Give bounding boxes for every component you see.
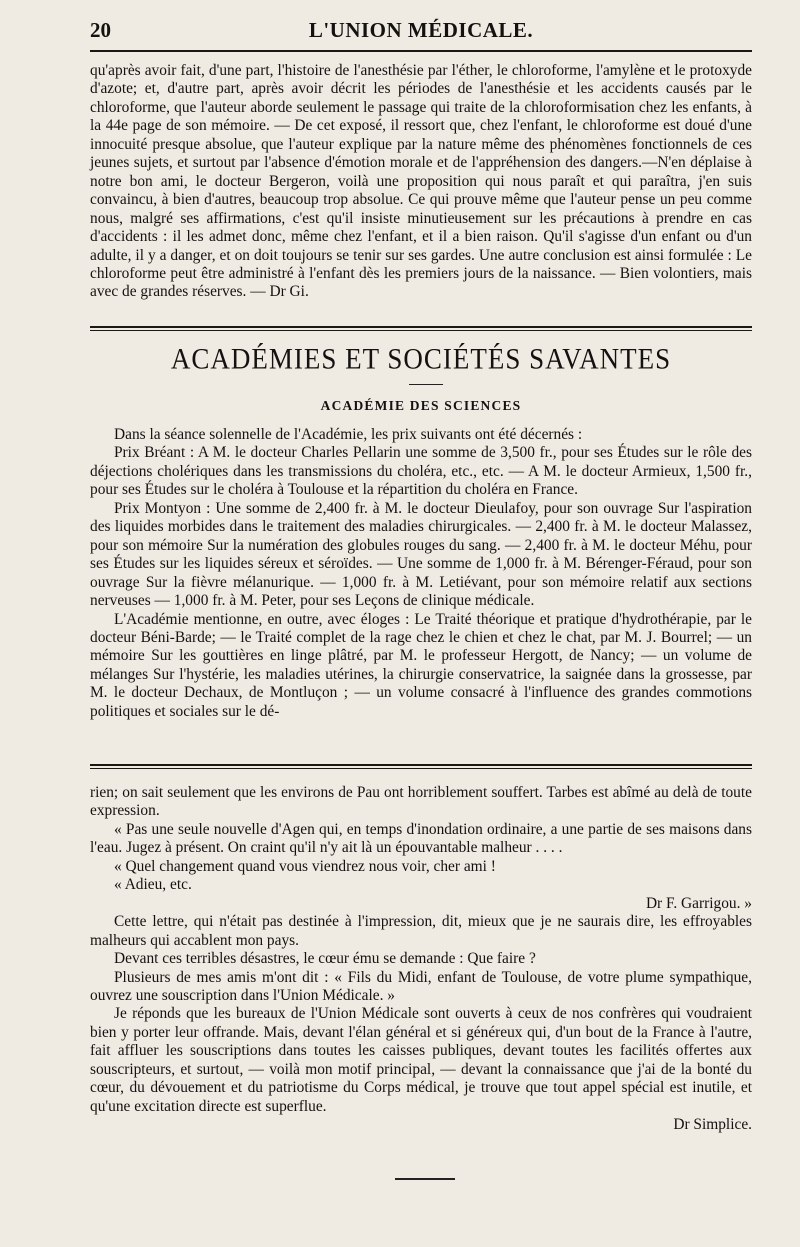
page-header	[90, 18, 752, 46]
letter-paragraph-1: rien; on sait seulement que les environs de Pau ont horriblement souffert. Tarbes est abîmé au delà de toute expression.	[90, 784, 752, 820]
review-paragraph: qu'après avoir fait, d'une part, l'histoire de l'anesthésie par l'éther, le chloroforme, l'amylène et le protoxyde d'azote; et, d'autre part, après avoir décrit les périodes de l'anesthésie et les accidents causés par le chloroforme, que l'auteur aborde seulement le passage qui traite de la chloroformisation chez les enfants, à la 44e page de son mémoire. — De cet exposé, il ressort que, chez l'enfant, le chloroforme est doué d'une innocuité presque absolue, que l'auteur explique par la nature même des phénomènes fonctionnels de ces jeunes sujets, et surtout par l'absence d'émotion morale et de l'appréhension des dangers.—N'en déplaise à notre bon ami, le docteur Bergeron, voilà une proposition qui nous paraît et qui paraîtra, j'en suis convaincu, à bien d'autres, beaucoup trop absolue. Ce qui prouve même que l'auteur pense un peu comme nous, malgré ses affirmations, c'est qu'il insiste minutieusement sur les précautions à prendre en cas d'accidents : il les admet donc, même chez l'enfant, et il a bien raison. Qu'il s'agisse d'un enfant ou d'un adulte, il y a danger, et on doit toujours se tenir sur ses gardes. Une autre conclusion est ainsi formulée : Le chloroforme peut être administré à l'enfant dès les premiers jours de la naissance. — Bien volontiers, mais avec de grandes réserves. — Dr Gi.	[90, 62, 752, 301]
commentary-1: Cette lettre, qui n'était pas destinée à l'impression, dit, mieux que je ne saurais dire, les effroyables malheurs qui accablent mon pays.	[90, 913, 752, 949]
letter-paragraph-2: « Pas une seule nouvelle d'Agen qui, en temps d'inondation ordinaire, a une partie de ses maisons dans l'eau. Jugez à présent. On craint qu'il n'y ait là un épouvantable malheur . . . .	[90, 820, 752, 857]
letter-paragraph-4: « Adieu, etc.	[114, 876, 192, 894]
academy-intro: Dans la séance solennelle de l'Académie, les prix suivants ont été décernés :	[114, 426, 583, 443]
feuilleton-block	[90, 784, 752, 1135]
mentions: L'Académie mentionne, en outre, avec éloges : Le Traité théorique et pratique d'hydrothérapie, par le docteur Béni-Barde; — le Traité complet de la rage chez le chien et chez le chat, par M. J. Bourrel; — un mémoire Sur les gouttières en linge plâtré, par M. le professeur Hergott, de Nancy; — un volume de mélanges Sur l'hystérie, les maladies utérines, la chirurgie conservatrice, la saignée dans la grossesse, par M. le docteur Dechaux, de Montluçon ; — un volume consacré à l'influence des grandes commotions politiques et sociales sur le dé-	[90, 610, 752, 720]
feuilleton-rule-thin	[90, 768, 752, 769]
section-title: ACADÉMIES ET SOCIÉTÉS SAVANTES	[170, 342, 672, 376]
subsection-title: ACADÉMIE DES SCIENCES	[320, 398, 522, 413]
academy-block	[90, 426, 752, 721]
running-title: L'UNION MÉDICALE.	[308, 18, 534, 42]
commentary-2: Devant ces terribles désastres, le cœur ému se demande : Que faire ?	[114, 950, 536, 968]
prix-montyon: Prix Montyon : Une somme de 2,400 fr. à M. le docteur Dieulafoy, pour son ouvrage Sur l'aspiration des liquides morbides dans le traitement des maladies chirurgicales. — 2,400 fr. à M. le docteur Malassez, pour son mémoire Sur la numération des globules rouges du sang. — 2,400 fr. à M. le docteur Méhu, pour ses Études sur les liquides séreux et séroïdes. — Une somme de 1,000 fr. à M. Bérenger-Féraud, pour son ouvrage Sur la fièvre mélanurique. — 1,000 fr. à M. Letiévant, pour son mémoire relatif aux sections nerveuses — 1,000 fr. à M. Peter, pour ses Leçons de clinique médicale.	[90, 499, 752, 610]
letter-paragraph-3: « Quel changement quand vous viendrez nous voir, cher ami !	[114, 857, 496, 875]
signature-simplice: Dr Simplice.	[673, 1116, 752, 1134]
header-rule	[90, 50, 752, 52]
review-block	[90, 62, 752, 302]
section-rule-top	[90, 326, 752, 328]
commentary-3: Plusieurs de mes amis m'ont dit : « Fils du Midi, enfant de Toulouse, de votre plume sympathique, ouvrez une souscription dans l'Union Médicale. »	[90, 968, 752, 1004]
prix-breant: Prix Bréant : A M. le docteur Charles Pellarin une somme de 3,500 fr., pour ses Études sur le rôle des déjections cholériques dans les transmissions du choléra, etc., etc. — A M. le docteur Armieux, 1,500 fr., pour ses Études sur le choléra à Toulouse et la répartition du choléra en France.	[90, 444, 752, 499]
ornament-rule	[409, 384, 443, 385]
feuilleton-rule	[90, 764, 752, 766]
commentary-4: Je réponds que les bureaux de l'Union Médicale sont ouverts à ceux de nos confrères qui voudraient bien y porter leur offrande. Mais, devant l'élan général et si généreux qui, d'un bout de la France à l'autre, fait affluer les souscriptions dans toutes les caisses publiques, devant toutes les facilités offertes aux souscripteurs, et surtout, — voilà mon motif principal, — devant la connaissance que j'ai de la bonté du cœur, du dévouement et du patriotisme du Corps médical, je trouve que tout appel spécial est inutile, et qu'une excitation directe est superflue.	[90, 1005, 752, 1115]
signature-garrigou: Dr F. Garrigou. »	[645, 894, 752, 912]
end-rule	[395, 1178, 455, 1180]
section-rule-top-thin	[90, 330, 752, 331]
page-number: 20	[90, 18, 111, 42]
